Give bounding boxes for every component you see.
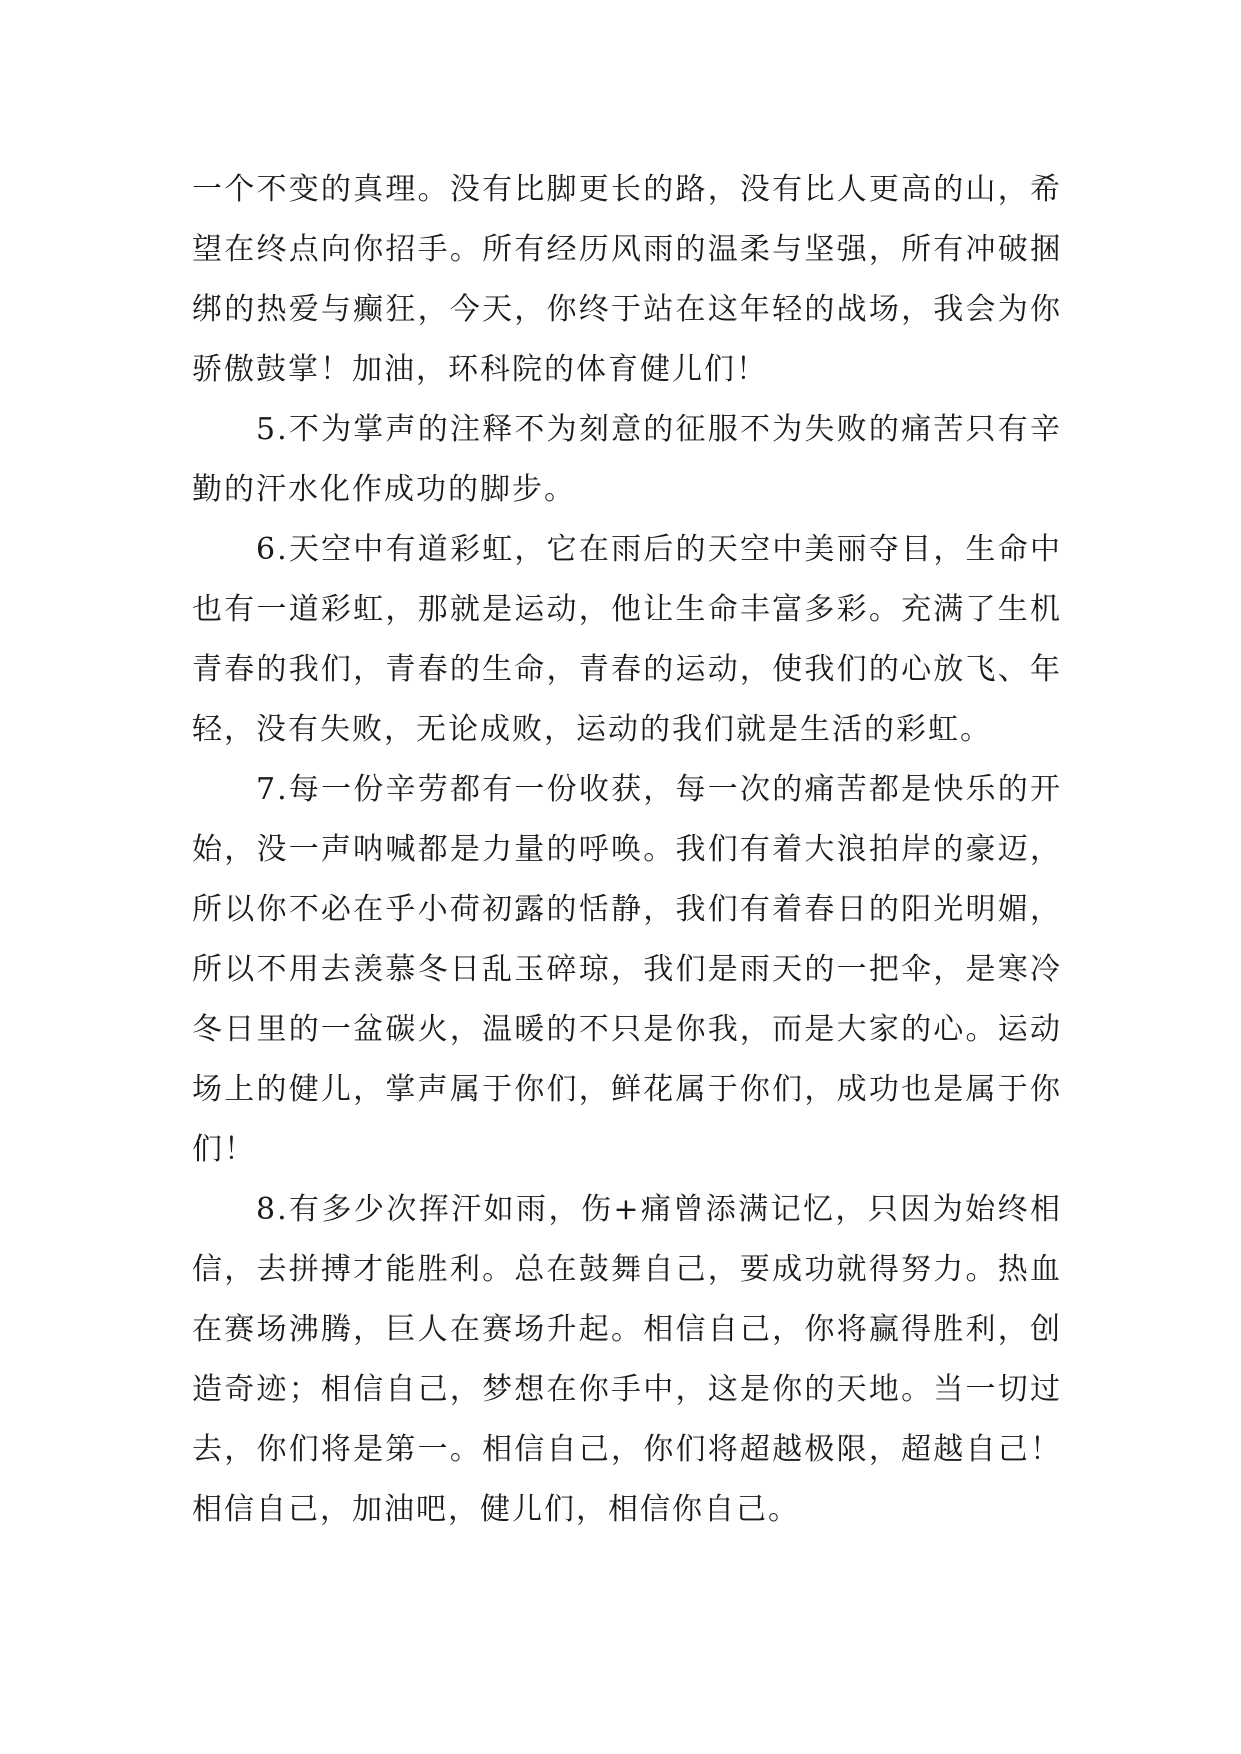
paragraph-7: 7.每一份辛劳都有一份收获，每一次的痛苦都是快乐的开始，没一声呐喊都是力量的呼唤。我们有着大浪拍岸的豪迈，所以你不必在乎小荷初露的恬静，我们有着春日的阳光明媚，所以不用去羡慕冬日乱玉碎琼，我们是雨天的一把伞，是寒冷冬日里的一盆碳火，温暖的不只是你我，而是大家的心。运动场上的健儿，掌声属于你们，鲜花属于你们，成功也是属于你们！ xyxy=(192,772,1062,1167)
paragraph-continuation: 一个不变的真理。没有比脚更长的路，没有比人更高的山，希望在终点向你招手。所有经历风雨的温柔与坚强，所有冲破捆绑的热爱与癫狂，今天，你终于站在这年轻的战场，我会为你骄傲鼓掌！加油，环科院的体育健儿们！ xyxy=(192,172,1062,387)
paragraph-8: 8.有多少次挥汗如雨，伤+痛曾添满记忆，只因为始终相信，去拼搏才能胜利。总在鼓舞自己，要成功就得努力。热血在赛场沸腾，巨人在赛场升起。相信自己，你将赢得胜利，创造奇迹；相信自己，梦想在你手中，这是你的天地。当一切过去，你们将是第一。相信自己，你们将超越极限，超越自己！相信自己，加油吧，健儿们，相信你自己。 xyxy=(192,1192,1062,1527)
paragraph-5: 5.不为掌声的注释不为刻意的征服不为失败的痛苦只有辛勤的汗水化作成功的脚步。 xyxy=(192,412,1062,507)
document-body xyxy=(192,160,1062,1540)
paragraph-6: 6.天空中有道彩虹，它在雨后的天空中美丽夺目，生命中也有一道彩虹，那就是运动，他让生命丰富多彩。充满了生机青春的我们，青春的生命，青春的运动，使我们的心放飞、年轻，没有失败，无论成败，运动的我们就是生活的彩虹。 xyxy=(192,532,1062,747)
